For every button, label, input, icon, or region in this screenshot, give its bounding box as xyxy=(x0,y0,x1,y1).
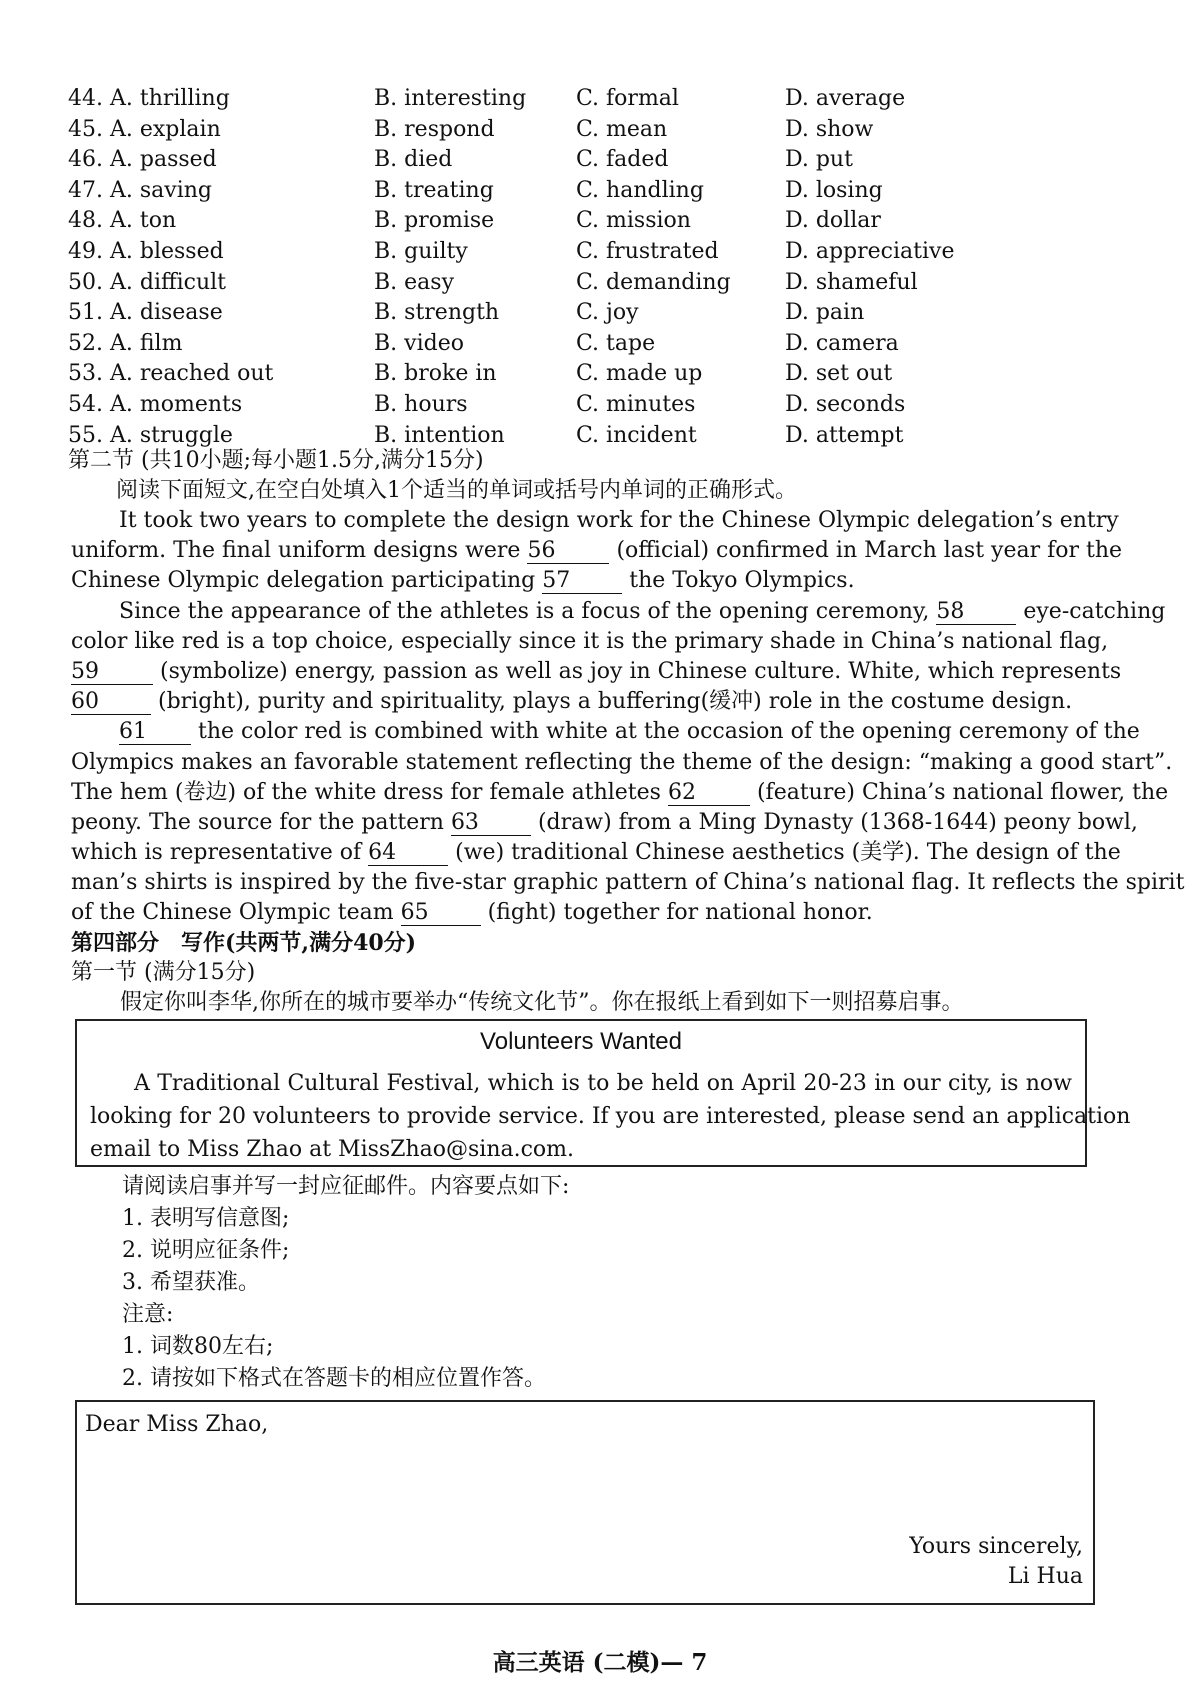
passage-line: Chinese Olympic delegation participating 57 the Tokyo Olympics. xyxy=(71,568,855,594)
option-row xyxy=(68,298,968,329)
letter-greeting: Dear Miss Zhao, xyxy=(85,1412,269,1437)
option-d: D. average xyxy=(785,86,906,111)
volunteer-notice-box xyxy=(75,1019,1131,1167)
letter-signature: Li Hua xyxy=(1007,1564,1083,1589)
blank-63[interactable]: 63 xyxy=(451,811,531,836)
passage-line: man’s shirts is inspired by the five-star graphic pattern of China’s national flag. It reflects the spirit xyxy=(71,870,1185,896)
option-c: C. faded xyxy=(576,147,669,173)
option-a xyxy=(68,115,221,145)
option-d: D. pain xyxy=(785,300,865,326)
options-table xyxy=(68,84,968,451)
option-d: D. show xyxy=(785,116,874,142)
part4-prompt: 假定你叫李华,你所在的城市要举办“传统文化节”。你在报纸上看到如下一则招募启事。 xyxy=(120,990,964,1015)
option-b: B. intention xyxy=(374,422,505,448)
letter-closing xyxy=(909,1532,1083,1592)
passage-line: which is representative of 64 (we) traditional Chinese aesthetics (美学). The design of the xyxy=(71,840,1121,866)
option-text: A. saving xyxy=(110,177,212,203)
option-b: B. interesting xyxy=(374,86,527,111)
option-b: B. easy xyxy=(374,269,455,295)
option-text: A. difficult xyxy=(110,269,227,295)
question-number: 54. xyxy=(68,391,103,417)
question-number: 46. xyxy=(68,147,103,173)
requirement-point: 3. 希望获准。 xyxy=(122,1270,260,1295)
question-number: 49. xyxy=(68,238,103,264)
option-b: B. promise xyxy=(374,208,495,234)
passage-line: It took two years to complete the design work for the Chinese Olympic delegation’s entry xyxy=(119,508,1119,533)
option-row xyxy=(68,84,968,115)
option-a xyxy=(68,359,273,389)
option-c: C. formal xyxy=(576,86,679,111)
option-row xyxy=(68,145,968,176)
option-c: C. joy xyxy=(576,300,639,326)
option-text: A. reached out xyxy=(110,361,274,387)
question-number: 53. xyxy=(68,361,103,387)
option-text: A. thrilling xyxy=(110,86,230,111)
option-c: C. handling xyxy=(576,177,704,203)
option-a xyxy=(68,176,212,206)
blank-62[interactable]: 62 xyxy=(668,781,750,806)
blank-61[interactable]: 61 xyxy=(119,720,191,745)
option-c: C. incident xyxy=(576,422,697,448)
notice-body xyxy=(90,1067,1131,1166)
passage-line: 59 (symbolize) energy, passion as well as joy in Chinese culture. White, which represents xyxy=(71,658,1122,684)
option-row xyxy=(68,115,968,146)
option-text: A. struggle xyxy=(110,422,233,448)
question-number: 45. xyxy=(68,116,103,142)
question-number: 52. xyxy=(68,330,103,356)
option-b: B. broke in xyxy=(374,361,497,387)
option-b: B. strength xyxy=(374,300,500,326)
passage-line: uniform. The final uniform designs were 56 (official) confirmed in March last year for the xyxy=(71,538,1123,564)
section2-title: 第二节 (共10小题;每小题1.5分,满分15分) xyxy=(68,448,484,473)
notice-line: looking for 20 volunteers to provide service. If you are interested, please send an application xyxy=(90,1104,1131,1129)
passage-line: 60 (bright), purity and spirituality, plays a buffering(缓冲) role in the costume design. xyxy=(71,689,1073,715)
passage-line: Since the appearance of the athletes is a focus of the opening ceremony, 58 eye-catching xyxy=(119,598,1166,624)
option-a xyxy=(68,390,242,420)
page-footer: 高三英语 (二模)— 7 xyxy=(492,1649,708,1676)
option-c: C. frustrated xyxy=(576,238,719,264)
option-c: C. made up xyxy=(576,361,703,387)
note-label: 注意: xyxy=(122,1302,174,1327)
question-number: 50. xyxy=(68,269,103,295)
option-row xyxy=(68,176,968,207)
section2-instruction: 阅读下面短文,在空白处填入1个适当的单词或括号内单词的正确形式。 xyxy=(116,478,797,503)
note-point: 2. 请按如下格式在答题卡的相应位置作答。 xyxy=(122,1366,546,1391)
blank-60[interactable]: 60 xyxy=(71,690,151,715)
option-b: B. died xyxy=(374,147,453,173)
question-number: 44. xyxy=(68,86,103,111)
option-row xyxy=(68,390,968,421)
option-c: C. mission xyxy=(576,208,691,234)
blank-57[interactable]: 57 xyxy=(542,569,622,594)
option-row xyxy=(68,237,968,268)
option-d: D. put xyxy=(785,147,853,173)
notice-line: email to Miss Zhao at MissZhao@sina.com. xyxy=(90,1137,575,1162)
option-c: C. mean xyxy=(576,116,668,142)
option-a xyxy=(68,298,223,328)
passage-line: The hem (卷边) of the white dress for female athletes 62 (feature) China’s national flower, the xyxy=(71,779,1169,805)
option-d: D. appreciative xyxy=(785,238,955,264)
answer-letter-box[interactable] xyxy=(75,1400,1095,1605)
option-a xyxy=(68,206,176,236)
requirement-point: 1. 表明写信意图; xyxy=(122,1206,290,1231)
passage-line: Olympics makes an favorable statement reflecting the theme of the design: “making a good start”. xyxy=(71,749,1173,775)
option-d: D. set out xyxy=(785,361,893,387)
requirements-intro: 请阅读启事并写一封应征邮件。内容要点如下: xyxy=(122,1174,570,1199)
option-d: D. losing xyxy=(785,177,883,203)
option-row xyxy=(68,329,968,360)
blank-59[interactable]: 59 xyxy=(71,660,153,685)
letter-closing-phrase: Yours sincerely, xyxy=(909,1534,1083,1559)
passage-line: color like red is a top choice, especially since it is the primary shade in China’s national flag, xyxy=(71,628,1109,654)
option-text: A. film xyxy=(110,330,183,356)
option-text: A. explain xyxy=(110,116,221,142)
option-row xyxy=(68,268,968,299)
option-a xyxy=(68,84,230,114)
passage-line: of the Chinese Olympic team 65 (fight) together for national honor. xyxy=(71,900,873,926)
option-a xyxy=(68,329,182,359)
option-row xyxy=(68,206,968,237)
blank-64[interactable]: 64 xyxy=(368,841,448,866)
notice-title: Volunteers Wanted xyxy=(480,1028,682,1055)
passage-line: peony. The source for the pattern 63 (draw) from a Ming Dynasty (1368-1644) peony bowl, xyxy=(71,809,1138,835)
option-text: A. passed xyxy=(110,147,217,173)
part4-subsection: 第一节 (满分15分) xyxy=(71,960,256,985)
passage-line: 61 the color red is combined with white at the occasion of the opening ceremony of the xyxy=(119,719,1140,745)
option-c: C. minutes xyxy=(576,391,696,417)
blank-58[interactable]: 58 xyxy=(936,600,1016,625)
question-number: 55. xyxy=(68,422,103,448)
option-d: D. shameful xyxy=(785,269,918,295)
option-a xyxy=(68,268,226,298)
option-d: D. dollar xyxy=(785,208,881,234)
option-d: D. camera xyxy=(785,330,899,356)
option-text: A. ton xyxy=(110,208,177,234)
question-number: 48. xyxy=(68,208,103,234)
notice-line: A Traditional Cultural Festival, which is to be held on April 20-23 in our city, is now xyxy=(134,1071,1072,1096)
question-number: 51. xyxy=(68,300,103,326)
option-b: B. hours xyxy=(374,391,468,417)
cloze-passage xyxy=(71,506,1185,929)
option-b: B. video xyxy=(374,330,464,356)
part4-title: 第四部分 写作(共两节,满分40分) xyxy=(71,930,417,956)
option-text: A. blessed xyxy=(110,238,224,264)
option-a xyxy=(68,145,217,175)
option-d: D. seconds xyxy=(785,391,906,417)
option-text: A. moments xyxy=(110,391,243,417)
option-b: B. guilty xyxy=(374,238,468,264)
option-b: B. treating xyxy=(374,177,494,203)
note-point: 1. 词数80左右; xyxy=(122,1334,274,1359)
option-c: C. tape xyxy=(576,330,656,356)
option-c: C. demanding xyxy=(576,269,731,295)
option-row xyxy=(68,359,968,390)
option-d: D. attempt xyxy=(785,422,904,448)
option-text: A. disease xyxy=(110,300,223,326)
blank-56[interactable]: 56 xyxy=(527,539,609,564)
option-a xyxy=(68,237,224,267)
requirement-point: 2. 说明应征条件; xyxy=(122,1238,290,1263)
question-number: 47. xyxy=(68,177,103,203)
blank-65[interactable]: 65 xyxy=(401,901,481,926)
option-b: B. respond xyxy=(374,116,495,142)
